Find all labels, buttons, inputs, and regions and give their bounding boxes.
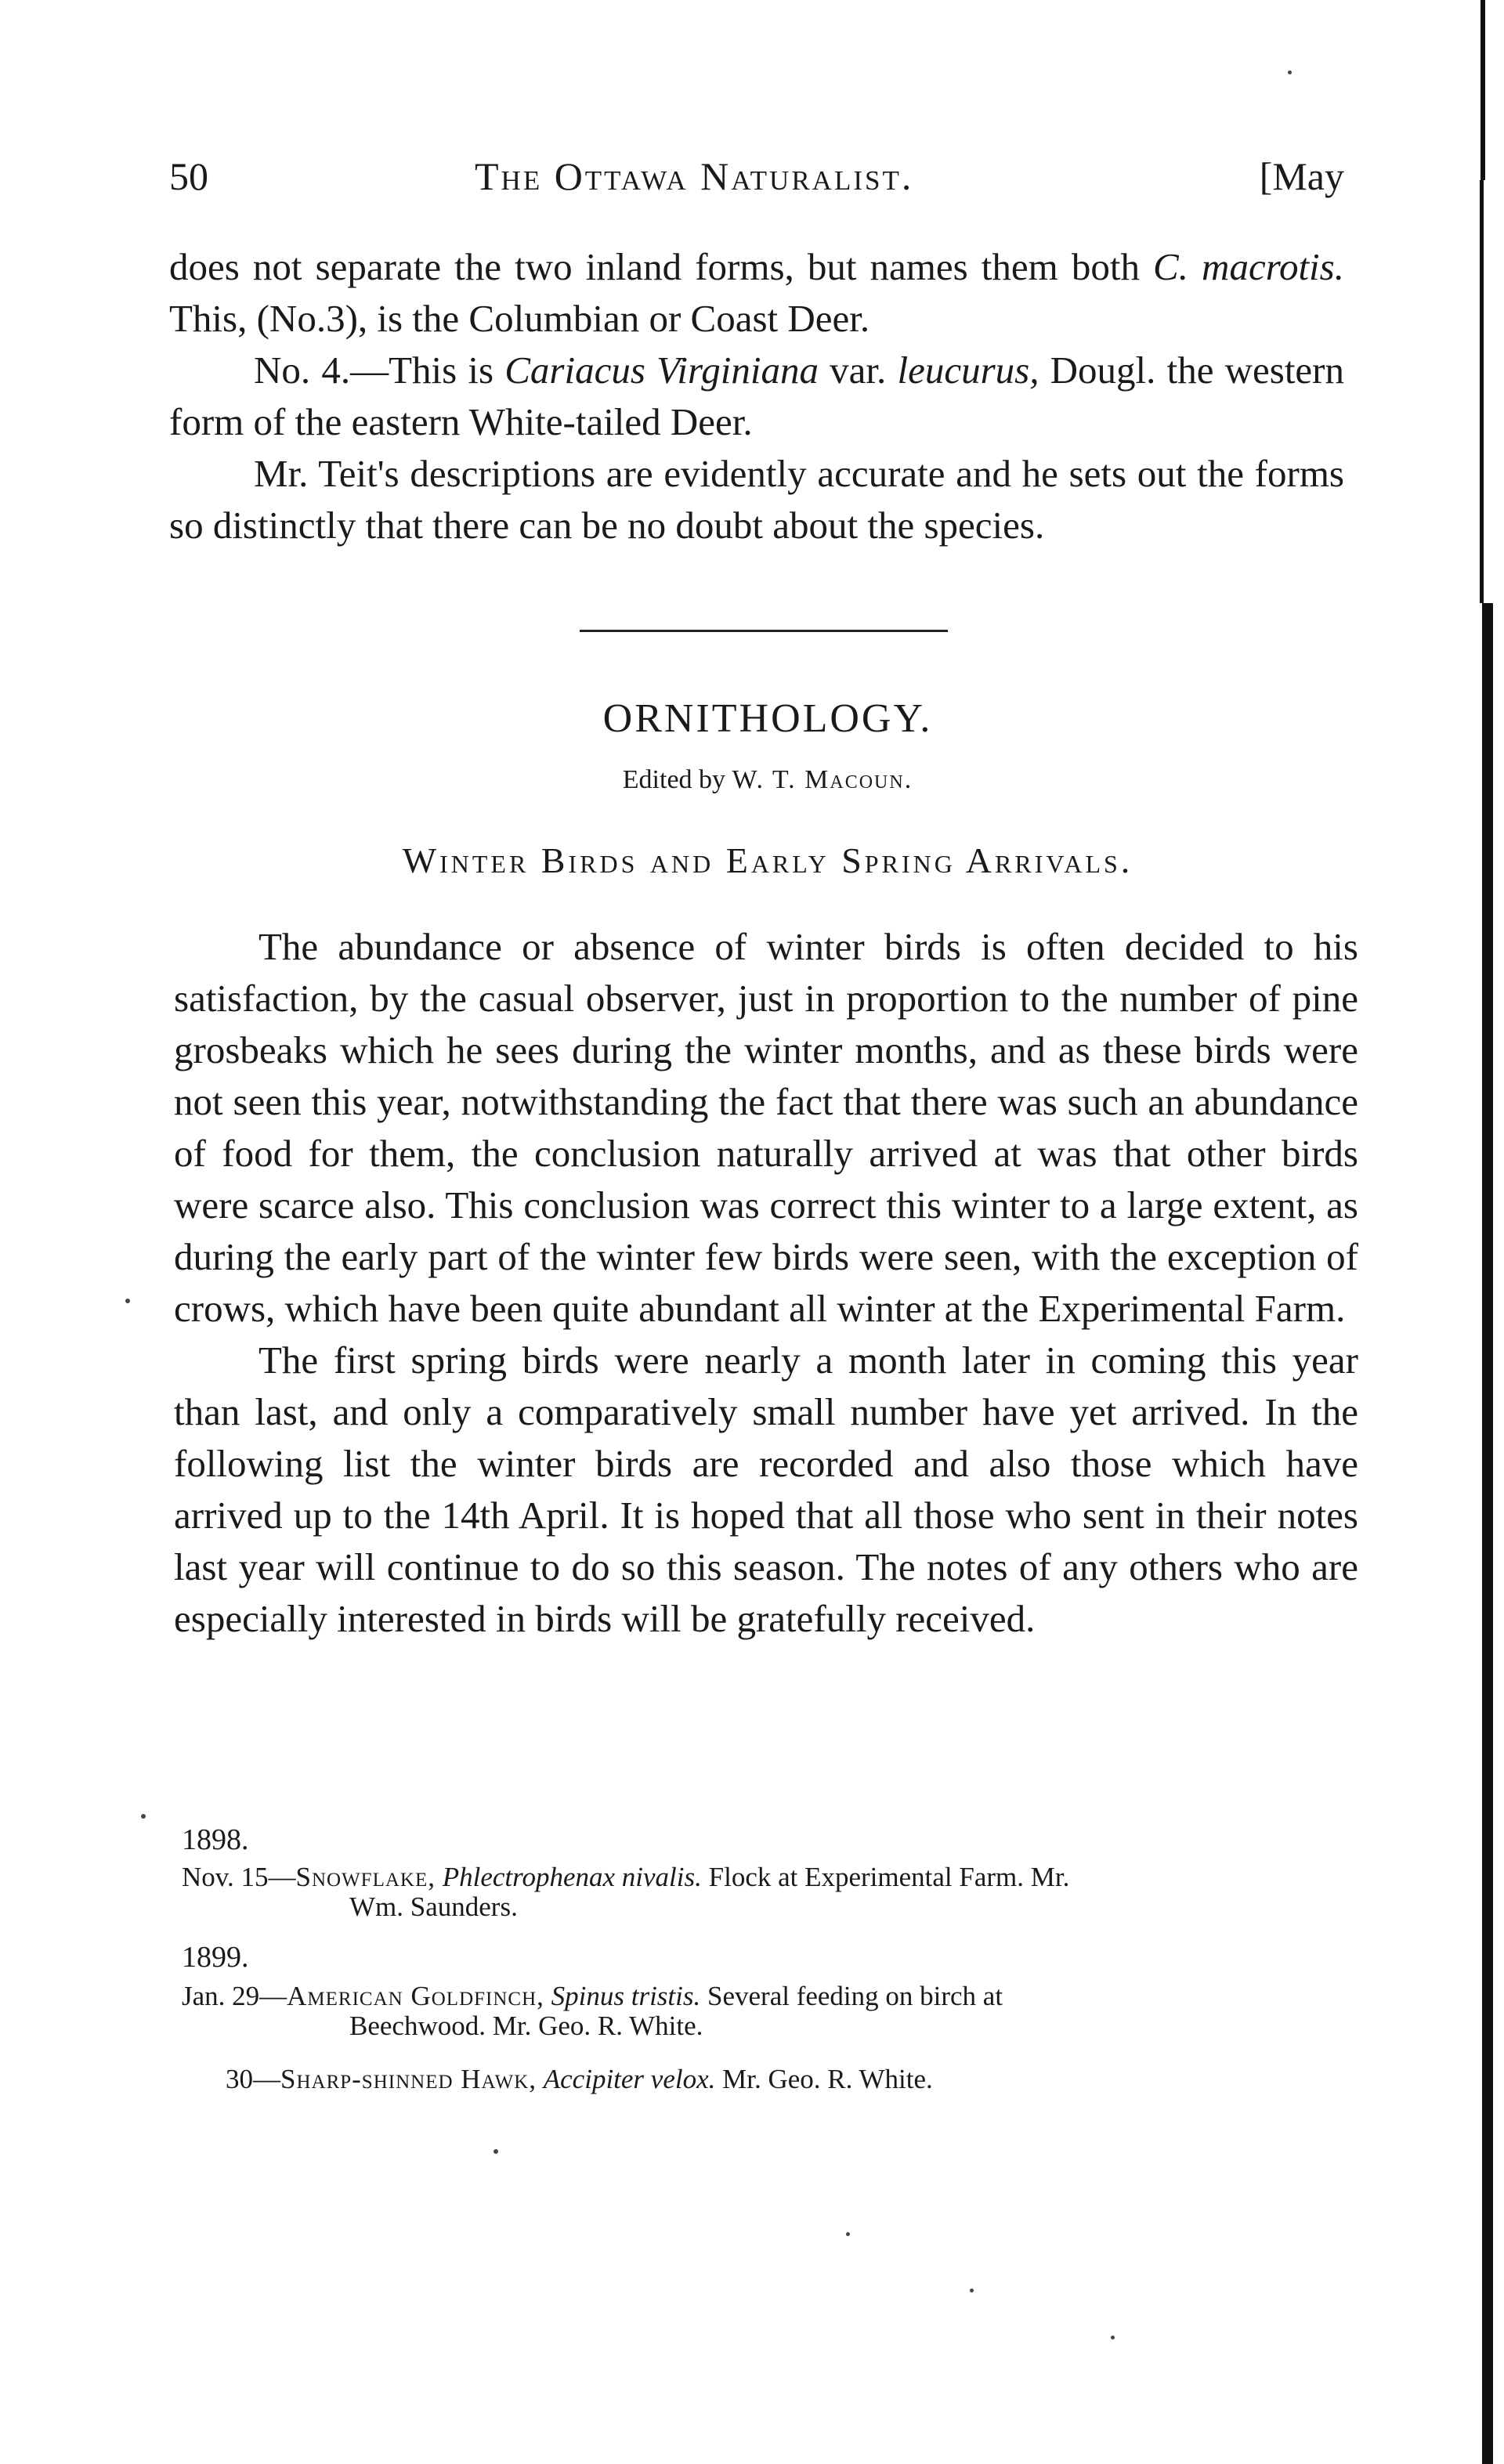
bird-latin-name: Phlectrophenax nivalis. — [442, 1862, 702, 1892]
issue-month: [May — [1259, 154, 1344, 198]
text-run: does not separate the two inland forms, but names them both — [169, 245, 1154, 288]
species-name: C. macrotis. — [1153, 245, 1344, 288]
deer-section — [169, 241, 1344, 551]
record-note: Several feeding on birch at — [700, 1981, 1003, 2011]
section-heading: ORNITHOLOGY. — [602, 696, 933, 741]
text-run: var. — [818, 349, 898, 392]
article-body — [174, 921, 1358, 1645]
variety-name: leucurus, — [897, 349, 1039, 392]
scan-speck — [970, 2289, 974, 2292]
bird-common-name: American Goldfinch, — [287, 1981, 544, 2011]
article-paragraph-1: The abundance or absence of winter birds is often decided to his satisfaction, by the casual observer, just in proportion to the number of pine grosbeaks which he sees during the winter months, and as these birds were not seen this year, notwithstanding the fact that there was such an abundance of food for them, the conclusion naturally arrived at was that other birds were scarce also. This conclusion was correct this winter to a large extent, as during the early part of the winter few birds were seen, with the exception of crows, which have been quite abundant all winter at the Experimental Farm. — [174, 925, 1358, 1330]
text-run: No. 4.—This is — [254, 349, 505, 392]
scan-speck — [1288, 70, 1292, 74]
text-run: This, (No.3), is the Columbian or Coast Deer. — [169, 297, 870, 340]
year-heading: 1898. — [182, 1823, 249, 1856]
record-date: Jan. 29— — [182, 1981, 287, 2011]
bird-common-name: Snowflake, — [295, 1862, 436, 1892]
scan-edge-shadow — [1482, 603, 1493, 2464]
record-date: 30— — [226, 2064, 280, 2094]
bird-latin-name: Spinus tristis. — [551, 1981, 701, 2011]
page-number: 50 — [169, 154, 208, 198]
bird-records — [182, 1825, 1365, 2094]
scan-edge-shadow — [1480, 180, 1484, 603]
scan-edge-shadow — [1480, 0, 1485, 180]
record-note: Flock at Experimental Farm. Mr. — [701, 1862, 1070, 1892]
section-divider — [580, 630, 948, 632]
scan-speck — [846, 2232, 850, 2236]
record-entry — [182, 1862, 1365, 1892]
editor-name: W. T. Macoun. — [732, 765, 913, 794]
species-name: Cariacus Virginiana — [504, 349, 819, 392]
scan-speck — [494, 2149, 498, 2154]
record-note: Mr. Geo. R. White. — [715, 2064, 933, 2094]
record-date: Nov. 15— — [182, 1862, 296, 1892]
scan-speck — [141, 1814, 146, 1819]
article-paragraph-2: The first spring birds were nearly a month later in coming this year than last, and only a comparatively small number have yet arrived. In the following list the winter birds are recorded and also those which have arrived up to the 14th April. It is hoped that all those who sent in their notes last year will continue to do so this season. The notes of any others who are especially interested in birds will be gratefully received. — [174, 1339, 1358, 1640]
scan-speck — [1111, 2336, 1115, 2339]
bird-common-name: Sharp-shinned Hawk, — [280, 2064, 537, 2094]
deer-paragraph-2 — [169, 345, 1344, 448]
text-run: Dougl. the western form of the eastern White-tailed Deer. — [169, 349, 1345, 443]
record-continuation: Beechwood. Mr. Geo. R. White. — [349, 2011, 703, 2041]
scan-speck — [125, 1299, 130, 1303]
bird-latin-name: Accipiter velox. — [543, 2064, 716, 2094]
record-continuation: Wm. Saunders. — [349, 1891, 518, 1922]
record-entry — [182, 2065, 1365, 2094]
deer-paragraph-1 — [169, 241, 1344, 345]
deer-paragraph-3: Mr. Teit's descriptions are evidently accurate and he sets out the forms so distinctly that there can be no doubt about the species. — [169, 452, 1344, 547]
editor-prefix: Edited by — [622, 765, 732, 794]
running-header — [169, 154, 1344, 208]
editor-credit — [0, 765, 1504, 795]
record-entry — [182, 1982, 1365, 2011]
journal-title: The Ottawa Naturalist. — [475, 154, 914, 198]
year-heading: 1899. — [182, 1941, 249, 1974]
article-title: Winter Birds and Early Spring Arrivals. — [402, 840, 1133, 880]
